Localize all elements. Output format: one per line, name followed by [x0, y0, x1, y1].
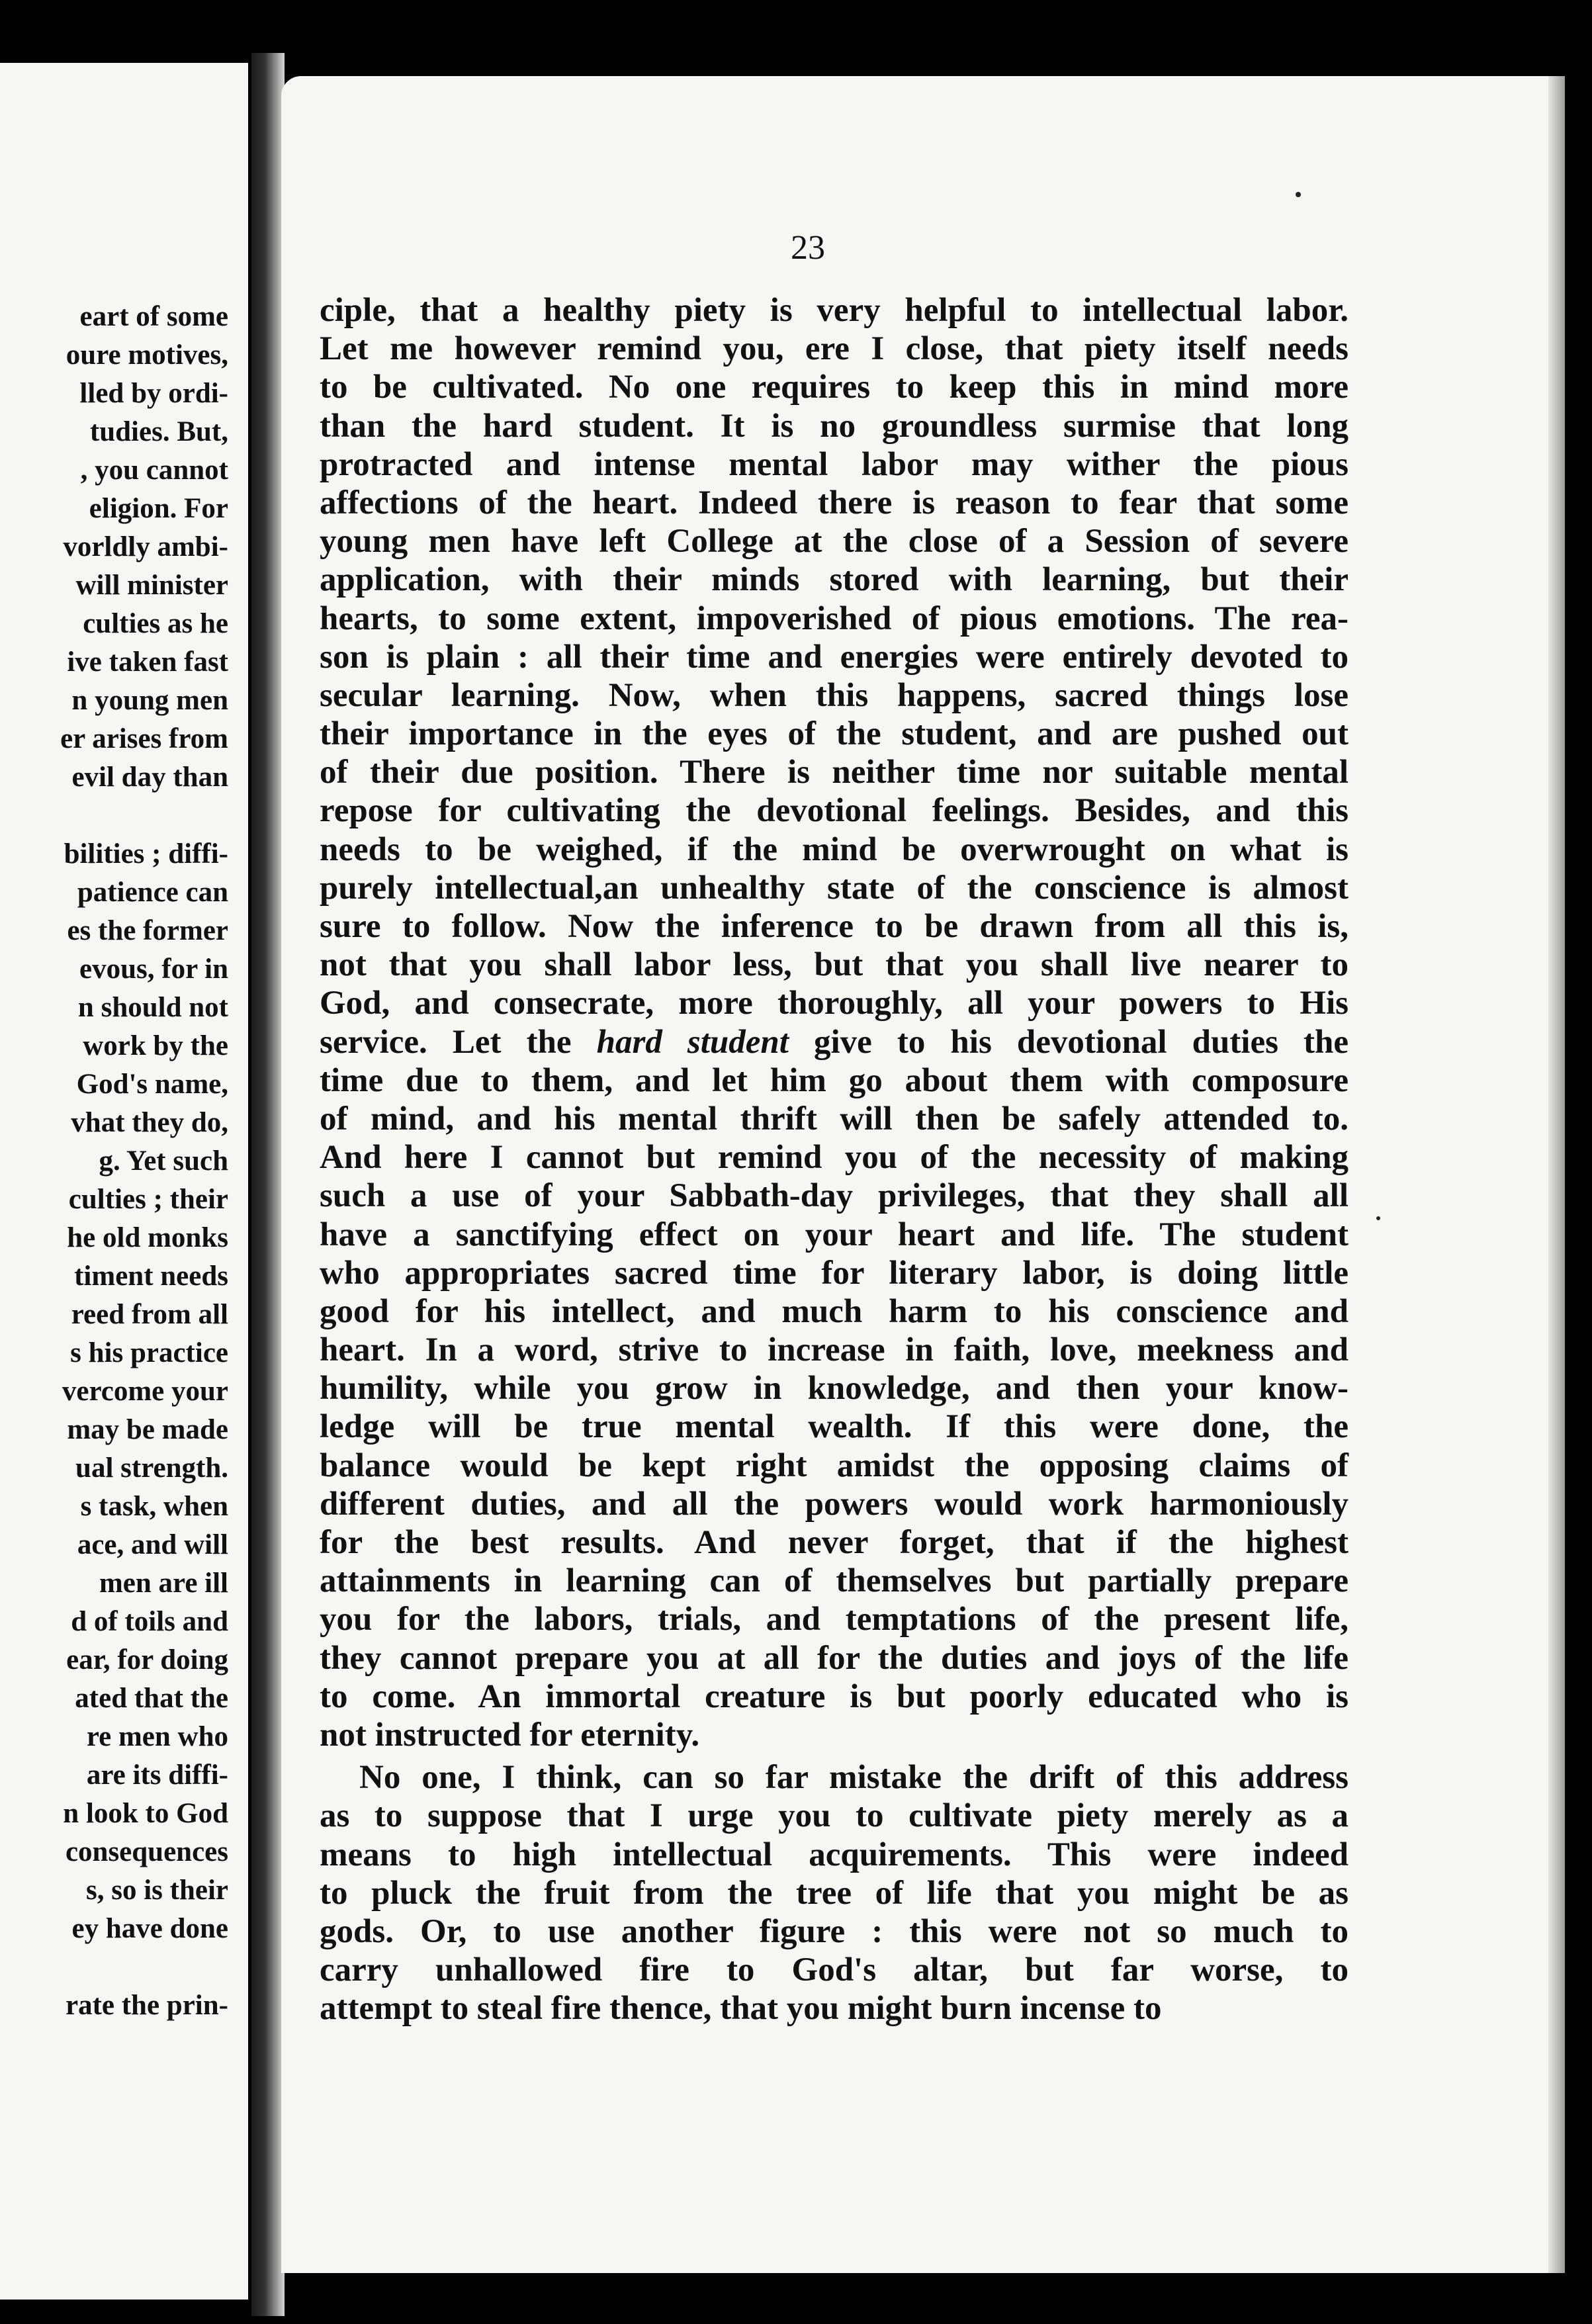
left-page-line: d of toils and	[71, 1606, 228, 1637]
text-line: time due to them, and let him go about them with composure	[320, 1061, 1349, 1099]
text-line: to come. An immortal creature is but poorly educated who is	[320, 1677, 1349, 1715]
text-line: service. Let the hard student give to his devotional duties the	[320, 1023, 1349, 1061]
left-page-line: vhat they do,	[71, 1107, 228, 1138]
text-line: balance would be kept right amidst the opposing claims of	[320, 1447, 1349, 1484]
paragraph-2	[320, 1758, 1349, 2028]
text-line: hearts, to some extent, impoverished of pious emotions. The rea-	[320, 600, 1349, 637]
text-line: than the hard student. It is no groundless surmise that long	[320, 407, 1349, 445]
text-line: attainments in learning can of themselves but partially prepare	[320, 1562, 1349, 1600]
left-page-line: culties ; their	[68, 1184, 228, 1215]
left-page-line: s, so is their	[86, 1875, 228, 1906]
text-line: affections of the heart. Indeed there is reason to fear that some	[320, 484, 1349, 521]
left-page-line: es the former	[67, 915, 228, 946]
left-page-line: ive taken fast	[67, 647, 228, 678]
left-page-line: er arises from	[60, 723, 228, 754]
text-line: son is plain : all their time and energies were entirely devoted to	[320, 638, 1349, 676]
text-line: And here I cannot but remind you of the necessity of making	[320, 1139, 1349, 1177]
left-page-line: n young men	[71, 685, 228, 716]
speck-mark	[1376, 1216, 1380, 1220]
left-page-line: eart of some	[79, 301, 228, 332]
left-page-line: eligion. For	[89, 493, 228, 524]
text-line: sure to follow. Now the inference to be drawn from all this is,	[320, 908, 1349, 945]
left-page-line: , you cannot	[80, 455, 228, 486]
left-page-line: n look to God	[63, 1798, 228, 1829]
left-page-line: n should not	[77, 992, 228, 1023]
left-page-line: tudies. But,	[89, 416, 228, 447]
left-page-line: oure motives,	[66, 339, 228, 371]
left-page-line: g. Yet such	[99, 1145, 228, 1177]
left-page-line: ual strength.	[75, 1452, 228, 1484]
left-page-line: vercome your	[62, 1376, 228, 1407]
text-line: to be cultivated. No one requires to keep this in mind more	[320, 369, 1349, 406]
left-page-line: vorldly ambi-	[63, 531, 228, 562]
text-line: repose for cultivating the devotional feelings. Besides, and this	[320, 792, 1349, 830]
text-line: to pluck the fruit from the tree of life that you might be as	[320, 1874, 1349, 1912]
text-line: not instructed for eternity.	[320, 1716, 700, 1754]
text-line: needs to be weighed, if the mind be overwrought on what is	[320, 830, 1349, 868]
text-line: as to suppose that I urge you to cultivate piety merely as a	[320, 1797, 1349, 1835]
left-page-line: men are ill	[99, 1568, 228, 1599]
left-page-line: bilities ; diffi-	[64, 838, 228, 870]
left-page-line: evous, for in	[79, 954, 228, 985]
text-line: who appropriates sacred time for literary labor, is doing little	[320, 1254, 1349, 1292]
text-line: humility, while you grow in knowledge, and then your know-	[320, 1370, 1349, 1408]
text-line: heart. In a word, strive to increase in faith, love, meekness and	[320, 1331, 1349, 1369]
left-page-line: ace, and will	[77, 1529, 228, 1560]
text-line: different duties, and all the powers would work harmoniously	[320, 1485, 1349, 1523]
left-page-line: ated that the	[75, 1683, 228, 1714]
text-line: young men have left College at the close of a Session of severe	[320, 523, 1349, 560]
left-page-line: he old monks	[67, 1222, 228, 1253]
text-line: have a sanctifying effect on your heart and life. The student	[320, 1216, 1349, 1253]
left-page-line: work by the	[83, 1030, 228, 1061]
text-line: gods. Or, to use another figure : this were not so much to	[320, 1912, 1349, 1950]
page-number: 23	[791, 229, 825, 267]
book-gutter	[251, 53, 285, 2316]
text-line: good for his intellect, and much harm to his conscience and	[320, 1292, 1349, 1330]
text-line: God, and consecrate, more thoroughly, all your powers to His	[320, 985, 1349, 1022]
left-page-line: ear, for doing	[66, 1644, 228, 1676]
text-line: secular learning. Now, when this happens, sacred things lose	[320, 676, 1349, 714]
left-page-line: culties as he	[83, 608, 228, 639]
text-line: Let me however remind you, ere I close, that piety itself needs	[320, 330, 1349, 368]
text-line: means to high intellectual acquirements. This were indeed	[320, 1836, 1349, 1873]
text-line: their importance in the eyes of the student, and are pushed out	[320, 715, 1349, 753]
text-line: ledge will be true mental wealth. If this were done, the	[320, 1408, 1349, 1446]
left-page-line: timent needs	[74, 1261, 228, 1292]
text-line: you for the labors, trials, and temptations of the present life,	[320, 1601, 1349, 1638]
body-text	[320, 291, 1349, 2028]
left-page-line: s task, when	[80, 1491, 228, 1522]
left-page-line: evil day than	[71, 762, 228, 793]
text-line: attempt to steal fire thence, that you might burn incense to	[320, 1990, 1162, 2028]
left-page-line: ey have done	[71, 1913, 228, 1944]
paragraph-1	[320, 291, 1349, 1754]
text-line: not that you shall labor less, but that you shall live nearer to	[320, 946, 1349, 984]
text-line: protracted and intense mental labor may wither the pious	[320, 445, 1349, 483]
text-line: of their due position. There is neither time nor suitable mental	[320, 754, 1349, 791]
left-page-line: patience can	[77, 877, 228, 908]
left-page-line: God's name,	[76, 1069, 228, 1100]
left-page-line: consequences	[65, 1836, 228, 1867]
text-line: ciple, that a healthy piety is very helpful to intellectual labor.	[320, 292, 1349, 329]
left-page-line: re men who	[86, 1721, 228, 1752]
page-edge	[1548, 76, 1565, 2273]
left-page-line: s his practice	[70, 1337, 228, 1368]
left-page-line: reed from all	[71, 1299, 228, 1330]
left-page-line: may be made	[67, 1414, 228, 1445]
left-page-line: rate the prin-	[66, 1990, 228, 2021]
text-line: they cannot prepare you at all for the duties and joys of the life	[320, 1639, 1349, 1677]
text-line: of mind, and his mental thrift will then be safely attended to.	[320, 1100, 1349, 1138]
speck-mark	[1296, 192, 1301, 197]
left-page-line: lled by ordi-	[79, 378, 228, 409]
text-line: purely intellectual,an unhealthy state of the conscience is almost	[320, 869, 1349, 907]
left-page-line: are its diffi-	[86, 1760, 228, 1791]
text-line: carry unhallowed fire to God's altar, but far worse, to	[320, 1951, 1349, 1989]
left-page	[0, 63, 248, 2300]
text-line: application, with their minds stored with learning, but their	[320, 561, 1349, 599]
text-line: for the best results. And never forget, that if the highest	[320, 1524, 1349, 1561]
text-line: No one, I think, can so far mistake the drift of this address	[359, 1759, 1349, 1797]
italic-emphasis: hard student	[596, 1023, 789, 1061]
left-page-line: will minister	[75, 570, 228, 601]
text-line: such a use of your Sabbath-day privileges, that they shall all	[320, 1177, 1349, 1215]
